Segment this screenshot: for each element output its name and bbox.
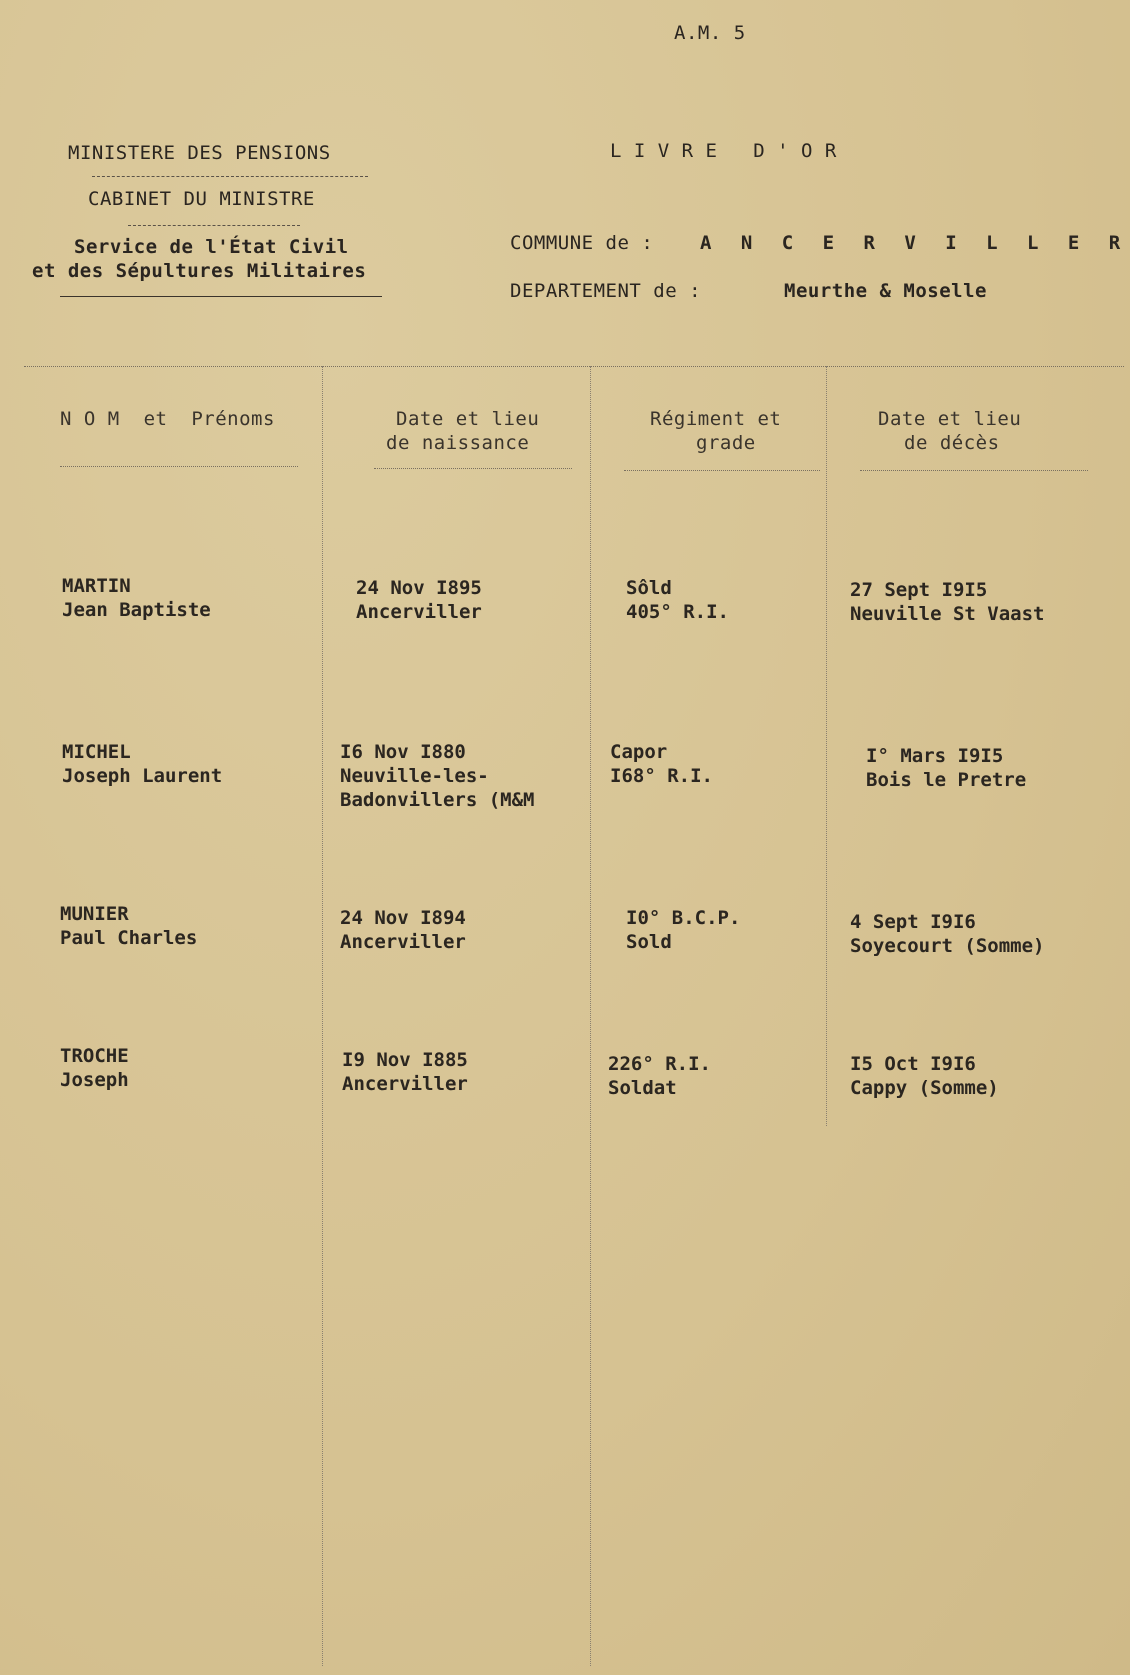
column-divider [590, 366, 591, 1666]
table-row-2-regiment: Capor I68° R.I. [610, 741, 713, 787]
column-header-naissance-2: de naissance [386, 432, 530, 454]
document-title: L I V R E D ' O R [610, 140, 837, 162]
commune-label: COMMUNE de : [510, 232, 654, 254]
header-underline [860, 470, 1088, 471]
cabinet-title: CABINET DU MINISTRE [88, 188, 315, 210]
table-row-2-name: MICHEL Joseph Laurent [62, 741, 223, 787]
separator-line [92, 176, 368, 177]
table-row-3-regiment: I0° B.C.P. Sold [626, 907, 741, 953]
ministry-title: MINISTERE DES PENSIONS [68, 142, 331, 164]
table-top-rule [24, 366, 1124, 367]
table-row-1-name: MARTIN Jean Baptiste [62, 575, 211, 621]
header-underline [624, 470, 820, 471]
service-line-2: et des Sépultures Militaires [32, 260, 367, 282]
table-row-3-death: 4 Sept I9I6 Soyecourt (Somme) [850, 911, 1045, 957]
header-underline [60, 466, 298, 467]
reference-number: A.M. 5 [674, 22, 746, 44]
column-header-nom: N O M et Prénoms [60, 408, 275, 430]
table-row-3-birth: 24 Nov I894 Ancerviller [340, 907, 466, 953]
table-row-1-regiment: Sôld 405° R.I. [626, 577, 729, 623]
table-row-2-death: I° Mars I9I5 Bois le Pretre [866, 745, 1027, 791]
table-row-4-regiment: 226° R.I. Soldat [608, 1053, 711, 1099]
table-row-1-birth: 24 Nov I895 Ancerviller [356, 577, 482, 623]
table-row-4-name: TROCHE Joseph [60, 1045, 129, 1091]
column-header-deces-2: de décès [904, 432, 1000, 454]
column-header-naissance-1: Date et lieu [396, 408, 540, 430]
table-row-2-birth: I6 Nov I880 Neuville-les- Badonvillers (M&M [340, 741, 535, 811]
separator-line [60, 296, 382, 297]
header-underline [374, 468, 572, 469]
service-line-1: Service de l'État Civil [74, 236, 349, 258]
commune-value: A N C E R V I L L E R [700, 232, 1130, 254]
table-row-3-name: MUNIER Paul Charles [60, 903, 198, 949]
column-divider [322, 366, 323, 1666]
departement-value: Meurthe & Moselle [784, 280, 987, 302]
table-row-1-death: 27 Sept I9I5 Neuville St Vaast [850, 579, 1045, 625]
table-row-4-birth: I9 Nov I885 Ancerviller [342, 1049, 468, 1095]
column-header-deces-1: Date et lieu [878, 408, 1022, 430]
column-divider [826, 366, 827, 1126]
column-header-regiment-2: grade [696, 432, 756, 454]
column-header-regiment-1: Régiment et [650, 408, 782, 430]
separator-line [128, 225, 300, 226]
table-row-4-death: I5 Oct I9I6 Cappy (Somme) [850, 1053, 999, 1099]
departement-label: DEPARTEMENT de : [510, 280, 702, 302]
